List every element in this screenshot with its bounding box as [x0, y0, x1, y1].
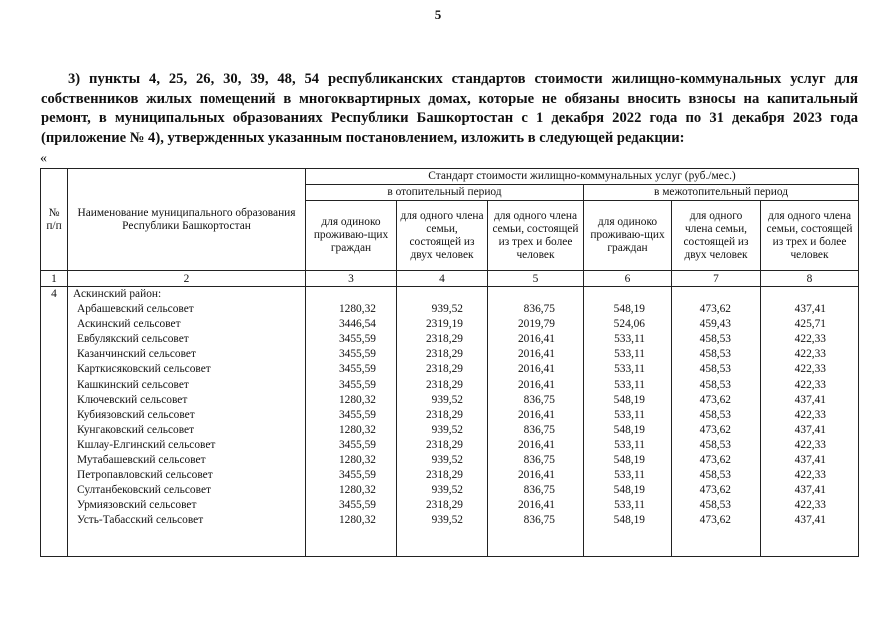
value-cell: 473,62: [699, 303, 731, 316]
value-cell: 3455,59: [338, 363, 376, 376]
value-cell: 422,33: [794, 378, 826, 391]
value-cell: 533,11: [614, 348, 645, 361]
value-cell: 437,41: [794, 303, 826, 316]
intro-line: 3) пункты 4, 25, 26, 30, 39, 48, 54 республиканских стандартов стоимости жилищно-коммунальных услуг для: [68, 71, 858, 87]
value-cell: 437,41: [794, 423, 826, 436]
table-row: [41, 287, 859, 557]
value-cell: 1280,32: [338, 423, 376, 436]
value-cell: 1280,32: [338, 393, 376, 406]
value-cell: 2318,29: [425, 499, 463, 512]
district-name: Аскинский район:: [73, 288, 162, 300]
header-col-7: для одного члена семьи, состоящей из двух человек: [672, 201, 761, 271]
municipality-name: Кшлау-Елгинский сельсовет: [77, 438, 216, 451]
value-cell: 939,52: [431, 484, 463, 497]
value-cell: 548,19: [613, 454, 645, 467]
value-cell: 533,11: [614, 438, 645, 451]
value-cell: 2318,29: [425, 378, 463, 391]
col-number: 1: [41, 271, 68, 287]
value-cell: 548,19: [613, 423, 645, 436]
intro-line: (приложение № 4), утвержденных указанным постановлением, изложить в следующей редакции:: [41, 129, 685, 146]
value-cell: 437,41: [794, 393, 826, 406]
value-cell: 3455,59: [338, 408, 376, 421]
value-cell: 437,41: [794, 514, 826, 527]
value-cell: 422,33: [794, 363, 826, 376]
municipality-name: Кашкинский сельсовет: [77, 378, 189, 391]
value-cell: 939,52: [431, 514, 463, 527]
col-number: 3: [306, 271, 397, 287]
value-cell: 3446,54: [338, 318, 376, 331]
value-cell: 2016,41: [517, 378, 555, 391]
value-cell: 1280,32: [338, 454, 376, 467]
value-cell: 2016,41: [517, 363, 555, 376]
value-cell: 548,19: [613, 514, 645, 527]
values-col-3: [306, 287, 397, 557]
value-cell: 533,11: [614, 469, 645, 482]
standards-table: [40, 168, 859, 557]
value-cell: 2016,41: [517, 408, 555, 421]
header-heating-period: в отопительный период: [306, 185, 584, 201]
value-cell: 1280,32: [338, 514, 376, 527]
values-col-7: [672, 287, 761, 557]
values-col-4: [397, 287, 488, 557]
value-cell: 458,53: [699, 378, 731, 391]
value-cell: 2016,41: [517, 469, 555, 482]
value-cell: 524,06: [613, 318, 645, 331]
header-standard: Стандарт стоимости жилищно-коммунальных услуг (руб./мес.): [306, 169, 859, 185]
value-cell: 533,11: [614, 499, 645, 512]
value-cell: 939,52: [431, 423, 463, 436]
municipality-name: Кубиязовский сельсовет: [77, 408, 195, 421]
value-cell: 458,53: [699, 438, 731, 451]
value-cell: 422,33: [794, 333, 826, 346]
page-number: 5: [434, 7, 442, 22]
value-cell: 3455,59: [338, 333, 376, 346]
value-cell: 548,19: [613, 303, 645, 316]
value-cell: 836,75: [523, 484, 555, 497]
value-cell: 473,62: [699, 454, 731, 467]
value-cell: 836,75: [523, 454, 555, 467]
value-cell: 3455,59: [338, 348, 376, 361]
value-cell: 2318,29: [425, 333, 463, 346]
municipality-name: Усть-Табасский сельсовет: [77, 514, 204, 527]
col-number: 4: [397, 271, 488, 287]
header-col-5: для одного члена семьи, состоящей из трех и более человек: [488, 201, 584, 271]
header-col-4: для одного члена семьи, состоящей из двух человек: [397, 201, 488, 271]
value-cell: 836,75: [523, 423, 555, 436]
municipality-names: [68, 287, 306, 557]
header-non-heating-period: в межотопительный период: [584, 185, 859, 201]
value-cell: 533,11: [614, 378, 645, 391]
values-col-5: [488, 287, 584, 557]
col-number: 2: [68, 271, 306, 287]
col-number: 5: [488, 271, 584, 287]
municipality-name: Мутабашевский сельсовет: [77, 454, 206, 467]
value-cell: 2319,19: [425, 318, 463, 331]
value-cell: 422,33: [794, 499, 826, 512]
value-cell: 3455,59: [338, 469, 376, 482]
intro-paragraph: [41, 70, 858, 148]
municipality-name: Аскинский сельсовет: [77, 318, 181, 331]
value-cell: 422,33: [794, 348, 826, 361]
value-cell: 2318,29: [425, 469, 463, 482]
header-col-3: для одиноко проживаю-щих граждан: [306, 201, 397, 271]
value-cell: 548,19: [613, 484, 645, 497]
values-col-8: [761, 287, 859, 557]
value-cell: 437,41: [794, 484, 826, 497]
value-cell: 2016,41: [517, 333, 555, 346]
municipality-name: Ключевский сельсовет: [77, 393, 188, 406]
value-cell: 836,75: [523, 393, 555, 406]
value-cell: 425,71: [794, 318, 826, 331]
value-cell: 459,43: [699, 318, 731, 331]
col-number: 8: [761, 271, 859, 287]
value-cell: 422,33: [794, 469, 826, 482]
value-cell: 458,53: [699, 499, 731, 512]
value-cell: 1280,32: [338, 303, 376, 316]
intro-line: ремонт, в муниципальных образованиях Республики Башкортостан с 1 декабря 2022 года по 31 декабря 2023 года: [41, 110, 858, 126]
municipality-name: Евбулякский сельсовет: [77, 333, 189, 346]
value-cell: 422,33: [794, 438, 826, 451]
value-cell: 533,11: [614, 363, 645, 376]
values-col-6: [584, 287, 672, 557]
value-cell: 2019,79: [517, 318, 555, 331]
value-cell: 473,62: [699, 514, 731, 527]
value-cell: 473,62: [699, 423, 731, 436]
header-col-6: для одиноко проживаю-щих граждан: [584, 201, 672, 271]
municipality-name: Арбашевский сельсовет: [77, 303, 194, 316]
value-cell: 533,11: [614, 333, 645, 346]
column-number-row: [41, 271, 859, 287]
municipality-name: Урмиязовский сельсовет: [77, 499, 197, 512]
value-cell: 458,53: [699, 363, 731, 376]
municipality-name: Карткисяковский сельсовет: [77, 363, 211, 376]
value-cell: 458,53: [699, 348, 731, 361]
value-cell: 458,53: [699, 469, 731, 482]
row-number: 4: [41, 287, 68, 557]
opening-quote: «: [40, 151, 47, 166]
value-cell: 458,53: [699, 333, 731, 346]
municipality-name: Кунгаковский сельсовет: [77, 423, 195, 436]
value-cell: 836,75: [523, 303, 555, 316]
value-cell: 2318,29: [425, 438, 463, 451]
value-cell: 836,75: [523, 514, 555, 527]
value-cell: 2016,41: [517, 499, 555, 512]
col-number: 7: [672, 271, 761, 287]
value-cell: 533,11: [614, 408, 645, 421]
value-cell: 939,52: [431, 454, 463, 467]
municipality-name: Султанбековский сельсовет: [77, 484, 211, 497]
value-cell: 1280,32: [338, 484, 376, 497]
municipality-name: Казанчинский сельсовет: [77, 348, 196, 361]
value-cell: 458,53: [699, 408, 731, 421]
value-cell: 2318,29: [425, 408, 463, 421]
value-cell: 939,52: [431, 303, 463, 316]
value-cell: 473,62: [699, 484, 731, 497]
value-cell: 2318,29: [425, 348, 463, 361]
value-cell: 422,33: [794, 408, 826, 421]
header-name: Наименование муниципального образования Республики Башкортостан: [68, 169, 306, 271]
municipality-name: Петропавловский сельсовет: [77, 469, 213, 482]
value-cell: 2318,29: [425, 363, 463, 376]
header-num: № п/п: [41, 169, 68, 271]
value-cell: 939,52: [431, 393, 463, 406]
intro-line: собственников жилых помещений в многоквартирных домах, которые не обязаны вносить взносы на капитальный: [41, 90, 858, 107]
value-cell: 2016,41: [517, 438, 555, 451]
header-col-8: для одного члена семьи, состоящей из трех и более человек: [761, 201, 859, 271]
value-cell: 548,19: [613, 393, 645, 406]
value-cell: 437,41: [794, 454, 826, 467]
col-number: 6: [584, 271, 672, 287]
value-cell: 3455,59: [338, 438, 376, 451]
value-cell: 3455,59: [338, 378, 376, 391]
value-cell: 3455,59: [338, 499, 376, 512]
value-cell: 2016,41: [517, 348, 555, 361]
value-cell: 473,62: [699, 393, 731, 406]
